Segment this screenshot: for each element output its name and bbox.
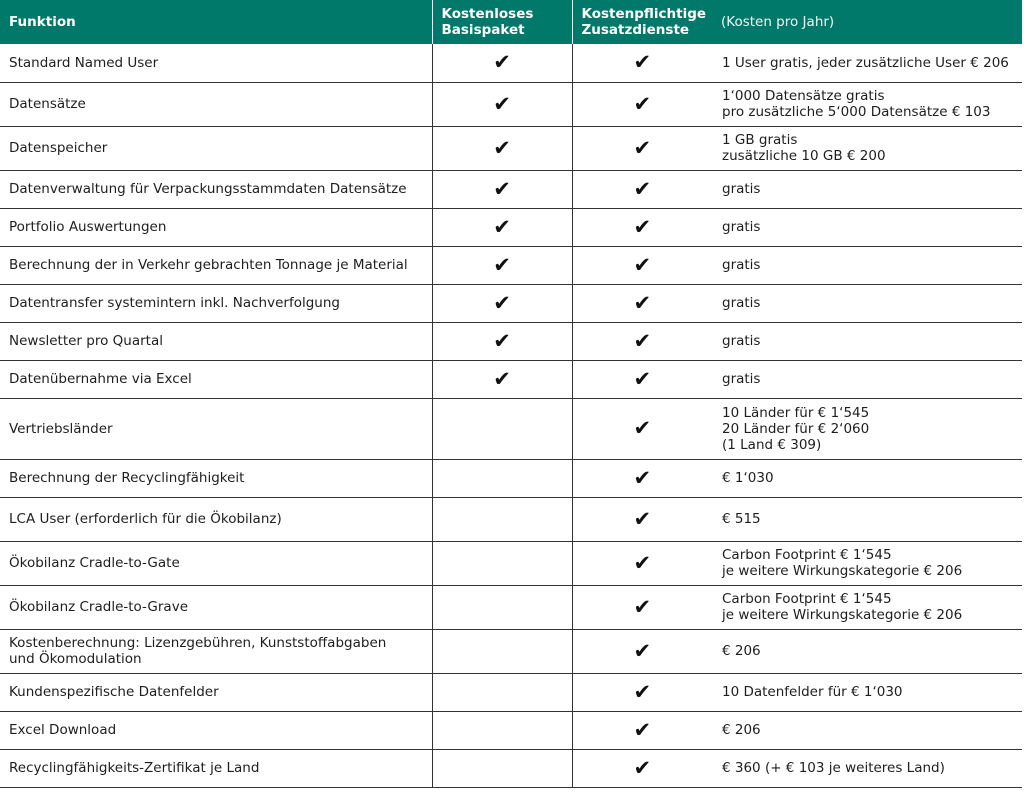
basispaket-cell	[432, 322, 572, 360]
row-cost: € 206	[712, 711, 1022, 749]
header-kosten: (Kosten pro Jahr)	[712, 0, 1022, 44]
row-cost: Carbon Footprint € 1‘545 je weitere Wirkungskategorie € 206	[712, 585, 1022, 629]
table-row	[0, 44, 1022, 82]
row-cost: 10 Länder für € 1‘545 20 Länder für € 2‘060 (1 Land € 309)	[712, 398, 1022, 459]
zusatzdienste-cell	[572, 749, 712, 787]
row-cost: 1 User gratis, jeder zusätzliche User € 206	[712, 44, 1022, 82]
zusatzdienste-cell	[572, 360, 712, 398]
basispaket-cell	[432, 585, 572, 629]
checkmark-icon: ✔	[493, 328, 511, 353]
row-cost: € 1‘030	[712, 459, 1022, 497]
checkmark-icon: ✔	[633, 328, 652, 353]
header-basispaket: Kostenloses Basispaket	[432, 0, 572, 44]
zusatzdienste-cell	[572, 246, 712, 284]
table-row	[0, 126, 1022, 170]
row-cost: 1‘000 Datensätze gratis pro zusätzliche 5‘000 Datensätze € 103	[712, 82, 1022, 126]
row-function-label: Berechnung der Recyclingfähigkeit	[0, 459, 432, 497]
table-row	[0, 541, 1022, 585]
checkmark-icon: ✔	[493, 135, 511, 160]
row-function-label: Standard Named User	[0, 44, 432, 82]
checkmark-icon: ✔	[633, 214, 652, 239]
table-row	[0, 246, 1022, 284]
row-function-label: Portfolio Auswertungen	[0, 208, 432, 246]
zusatzdienste-cell	[572, 541, 712, 585]
checkmark-icon: ✔	[633, 594, 652, 619]
table-row	[0, 497, 1022, 541]
zusatzdienste-cell	[572, 284, 712, 322]
checkmark-icon: ✔	[633, 465, 652, 490]
zusatzdienste-cell	[572, 459, 712, 497]
row-function-label: Ökobilanz Cradle-to-Gate	[0, 541, 432, 585]
basispaket-cell	[432, 360, 572, 398]
table-row	[0, 82, 1022, 126]
basispaket-cell	[432, 246, 572, 284]
row-function-label: Kundenspezifische Datenfelder	[0, 673, 432, 711]
checkmark-icon: ✔	[633, 50, 652, 75]
checkmark-icon: ✔	[493, 176, 511, 201]
zusatzdienste-cell	[572, 673, 712, 711]
checkmark-icon: ✔	[493, 91, 511, 116]
basispaket-cell	[432, 398, 572, 459]
basispaket-cell	[432, 673, 572, 711]
zusatzdienste-cell	[572, 44, 712, 82]
checkmark-icon: ✔	[633, 416, 652, 440]
row-cost: gratis	[712, 246, 1022, 284]
row-function-label: Newsletter pro Quartal	[0, 322, 432, 360]
checkmark-icon: ✔	[633, 755, 652, 780]
table-row	[0, 711, 1022, 749]
row-function-label: Kostenberechnung: Lizenzgebühren, Kunststoffabgaben und Ökomodulation	[0, 629, 432, 673]
checkmark-icon: ✔	[633, 717, 652, 742]
table-row	[0, 459, 1022, 497]
table-row	[0, 208, 1022, 246]
table-body	[0, 44, 1022, 787]
header-funktion: Funktion	[0, 0, 432, 44]
row-cost: gratis	[712, 170, 1022, 208]
checkmark-icon: ✔	[493, 214, 511, 239]
zusatzdienste-cell	[572, 82, 712, 126]
checkmark-icon: ✔	[633, 679, 652, 704]
zusatzdienste-cell	[572, 629, 712, 673]
checkmark-icon: ✔	[633, 290, 652, 315]
checkmark-icon: ✔	[633, 135, 652, 160]
zusatzdienste-cell	[572, 208, 712, 246]
row-function-label: Datenübernahme via Excel	[0, 360, 432, 398]
checkmark-icon: ✔	[493, 252, 511, 277]
table-row	[0, 673, 1022, 711]
row-cost: € 206	[712, 629, 1022, 673]
basispaket-cell	[432, 208, 572, 246]
table-row	[0, 749, 1022, 787]
table-row	[0, 322, 1022, 360]
row-cost: gratis	[712, 284, 1022, 322]
header-zusatzdienste: Kostenpflichtige Zusatzdienste	[572, 0, 712, 44]
basispaket-cell	[432, 126, 572, 170]
table-header	[0, 0, 1022, 44]
row-function-label: LCA User (erforderlich für die Ökobilanz)	[0, 497, 432, 541]
table-row	[0, 629, 1022, 673]
row-cost: gratis	[712, 360, 1022, 398]
checkmark-icon: ✔	[633, 252, 652, 277]
row-function-label: Datenspeicher	[0, 126, 432, 170]
row-function-label: Berechnung der in Verkehr gebrachten Tonnage je Material	[0, 246, 432, 284]
checkmark-icon: ✔	[493, 290, 511, 315]
zusatzdienste-cell	[572, 585, 712, 629]
zusatzdienste-cell	[572, 170, 712, 208]
basispaket-cell	[432, 497, 572, 541]
row-function-label: Recyclingfähigkeits-Zertifikat je Land	[0, 749, 432, 787]
table-row	[0, 585, 1022, 629]
checkmark-icon: ✔	[633, 91, 652, 116]
row-function-label: Datenverwaltung für Verpackungsstammdaten Datensätze	[0, 170, 432, 208]
row-cost: € 515	[712, 497, 1022, 541]
basispaket-cell	[432, 170, 572, 208]
basispaket-cell	[432, 749, 572, 787]
zusatzdienste-cell	[572, 126, 712, 170]
basispaket-cell	[432, 459, 572, 497]
row-function-label: Datentransfer systemintern inkl. Nachverfolgung	[0, 284, 432, 322]
checkmark-icon: ✔	[633, 550, 652, 575]
table-row	[0, 360, 1022, 398]
table-row	[0, 284, 1022, 322]
row-cost: gratis	[712, 322, 1022, 360]
row-function-label: Datensätze	[0, 82, 432, 126]
basispaket-cell	[432, 711, 572, 749]
checkmark-icon: ✔	[633, 638, 652, 663]
table-row	[0, 170, 1022, 208]
row-cost: gratis	[712, 208, 1022, 246]
row-cost: 1 GB gratis zusätzliche 10 GB € 200	[712, 126, 1022, 170]
row-cost: 10 Datenfelder für € 1‘030	[712, 673, 1022, 711]
basispaket-cell	[432, 541, 572, 585]
zusatzdienste-cell	[572, 322, 712, 360]
basispaket-cell	[432, 82, 572, 126]
checkmark-icon: ✔	[633, 506, 652, 531]
row-cost: € 360 (+ € 103 je weiteres Land)	[712, 749, 1022, 787]
zusatzdienste-cell	[572, 497, 712, 541]
checkmark-icon: ✔	[633, 176, 652, 201]
zusatzdienste-cell	[572, 711, 712, 749]
checkmark-icon: ✔	[493, 366, 511, 391]
basispaket-cell	[432, 44, 572, 82]
row-function-label: Excel Download	[0, 711, 432, 749]
checkmark-icon: ✔	[633, 366, 652, 391]
checkmark-icon: ✔	[493, 50, 511, 75]
basispaket-cell	[432, 629, 572, 673]
basispaket-cell	[432, 284, 572, 322]
zusatzdienste-cell	[572, 398, 712, 459]
row-function-label: Ökobilanz Cradle-to-Grave	[0, 585, 432, 629]
row-function-label: Vertriebsländer	[0, 398, 432, 459]
table-row	[0, 398, 1022, 459]
row-cost: Carbon Footprint € 1‘545 je weitere Wirkungskategorie € 206	[712, 541, 1022, 585]
